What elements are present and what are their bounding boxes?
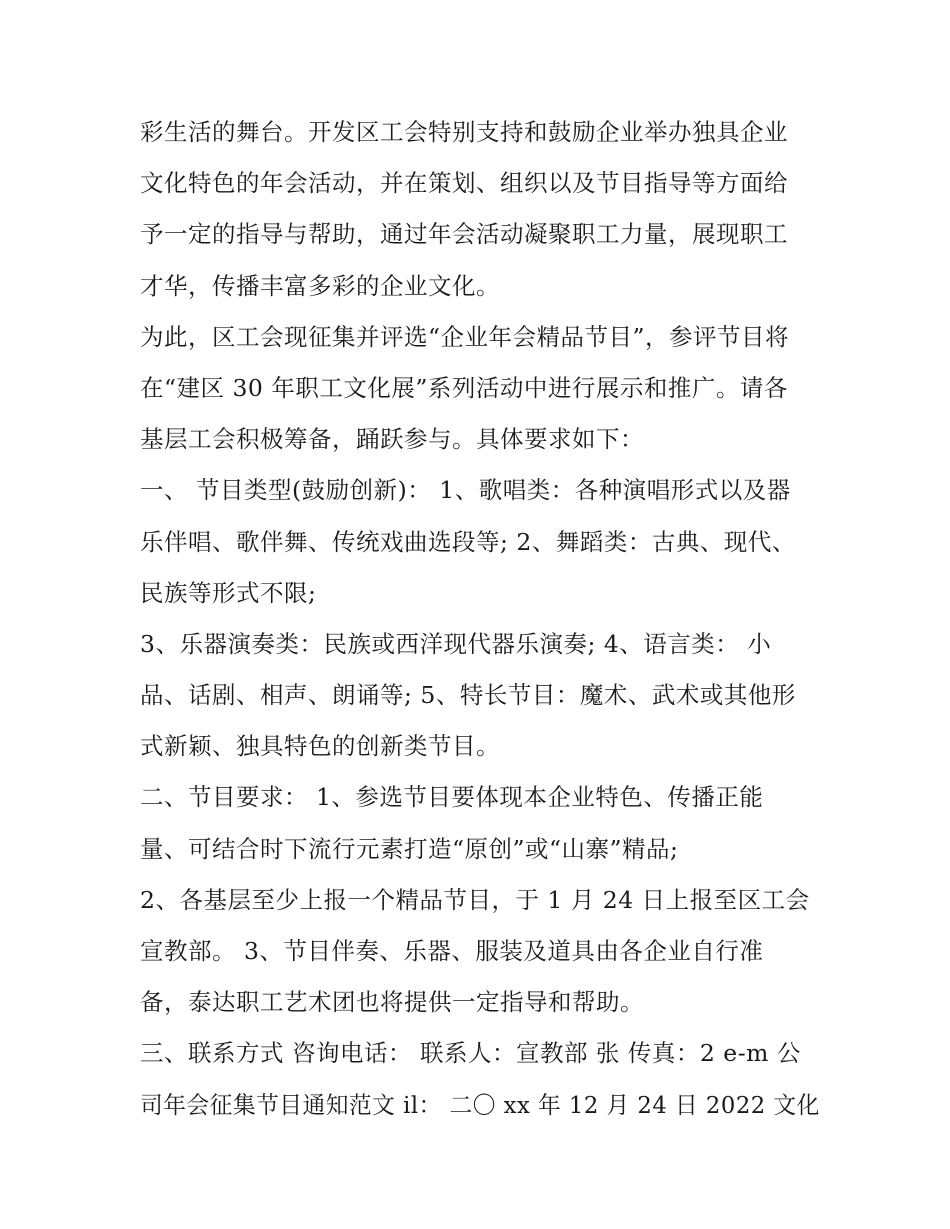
text-line: 量、可结合时下流行元素打造“原创”或“山寨”精品; (140, 834, 679, 863)
text-line: 予一定的指导与帮助，通过年会活动凝聚职工力量，展现职工 (140, 220, 788, 249)
text-line: 备，泰达职工艺术团也将提供一定指导和帮助。 (140, 988, 644, 1017)
text-line: 在“建区 30 年职工文化展”系列活动中进行展示和推广。请各 (140, 373, 788, 402)
text-line: 为此，区工会现征集并评选“企业年会精品节目”，参评节目将 (140, 322, 790, 351)
text-line: 二、节目要求： 1、参选节目要体现本企业特色、传播正能 (140, 783, 764, 812)
text-line: 基层工会积极筹备，踊跃参与。具体要求如下： (140, 425, 644, 454)
text-line: 民族等形式不限; (140, 578, 317, 607)
text-line: 司年会征集节目通知范文 il： 二〇 xx 年 12 月 24 日 2022 文化 (140, 1090, 820, 1119)
text-line: 2、各基层至少上报一个精品节目，于 1 月 24 日上报至区工会 (140, 885, 810, 914)
document-body (140, 107, 820, 1131)
text-line: 式新颖、独具特色的创新类节目。 (140, 732, 500, 761)
text-line: 一、 节目类型(鼓励创新)： 1、歌唱类：各种演唱形式以及器 (140, 476, 791, 505)
text-line: 乐伴唱、歌伴舞、传统戏曲选段等; 2、舞蹈类：古典、现代、 (140, 527, 796, 556)
text-line: 文化特色的年会活动，并在策划、组织以及节目指导等方面给 (140, 169, 788, 198)
text-line: 宣教部。 3、节目伴奏、乐器、服装及道具由各企业自行准 (140, 937, 764, 965)
text-line: 彩生活的舞台。开发区工会特别支持和鼓励企业举办独具企业 (140, 118, 788, 146)
text-line: 三、联系方式 咨询电话： 联系人：宣教部 张 传真：2 e-m 公 (140, 1039, 801, 1068)
text-line: 3、乐器演奏类：民族或西洋现代器乐演奏; 4、语言类： 小 (140, 629, 772, 658)
text-line: 才华，传播丰富多彩的企业文化。 (140, 271, 500, 300)
text-line: 品、话剧、相声、朗诵等; 5、特长节目：魔术、武术或其他形 (140, 681, 796, 710)
